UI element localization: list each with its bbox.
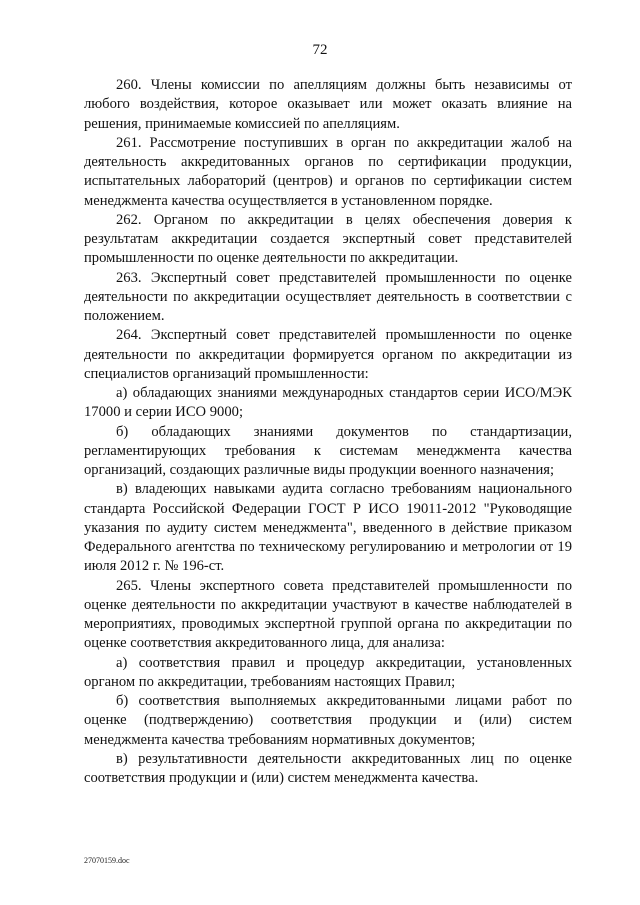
file-name-footer: 27070159.doc: [84, 856, 130, 865]
paragraph-264-b: б) обладающих знаниями документов по стандартизации, регламентирующих требования к системам менеджмента качества организаций, создающих различные виды продукции военного назначения;: [84, 423, 572, 478]
paragraph-264: 264. Экспертный совет представителей промышленности по оценке деятельности по аккредитации формируется органом по аккредитации из специалистов организаций промышленности:: [84, 327, 572, 382]
paragraph-265-v: в) результативности деятельности аккредитованных лиц по оценке соответствия продукции и (или) систем менеджмента качества.: [84, 750, 572, 786]
paragraph-265-a: а) соответствия правил и процедур аккредитации, установленных органом по аккредитации, требованиям настоящих Правил;: [84, 654, 572, 690]
paragraph-265: 265. Члены экспертного совета представителей промышленности по оценке деятельности по аккредитации участвуют в качестве наблюдателей в мероприятиях, проводимых экспертной группой органа по аккредитации по оценке соответствия аккредитованного лица, для анализа:: [84, 577, 572, 652]
paragraph-265-b: б) соответствия выполняемых аккредитованными лицами работ по оценке (подтверждению) соответствия продукции и (или) систем менеджмента качества требованиям нормативных документов;: [84, 693, 572, 748]
paragraph-262: 262. Органом по аккредитации в целях обеспечения доверия к результатам аккредитации создается экспертный совет представителей промышленности по оценке деятельности по аккредитации.: [84, 211, 572, 267]
document-body: [84, 76, 572, 788]
paragraph-264-a: а) обладающих знаниями международных стандартов серии ИСО/МЭК 17000 и серии ИСО 9000;: [84, 385, 572, 421]
paragraph-263: 263. Экспертный совет представителей промышленности по оценке деятельности по аккредитации осуществляет деятельность в соответствии с положением.: [84, 269, 572, 324]
paragraph-264-v: в) владеющих навыками аудита согласно требованиям национального стандарта Российской Федерации ГОСТ Р ИСО 19011-2012 "Руководящие указания по аудиту систем менеджмента", введенного в действие приказом Федерального агентства по техническому регулированию и метрологии от 19 июля 2012 г. № 196-ст.: [84, 481, 572, 575]
paragraph-260: 260. Члены комиссии по апелляциям должны быть независимы от любого воздействия, которое оказывает или может оказать влияние на решения, принимаемые комиссией по апелляциям.: [84, 77, 572, 132]
paragraph-261: 261. Рассмотрение поступивших в орган по аккредитации жалоб на деятельность аккредитованных органов по сертификации продукции, испытательных лабораторий (центров) и органов по сертификации систем менеджмента качества осуществляется в установленном порядке.: [84, 134, 572, 209]
page-number: 72: [312, 42, 328, 58]
